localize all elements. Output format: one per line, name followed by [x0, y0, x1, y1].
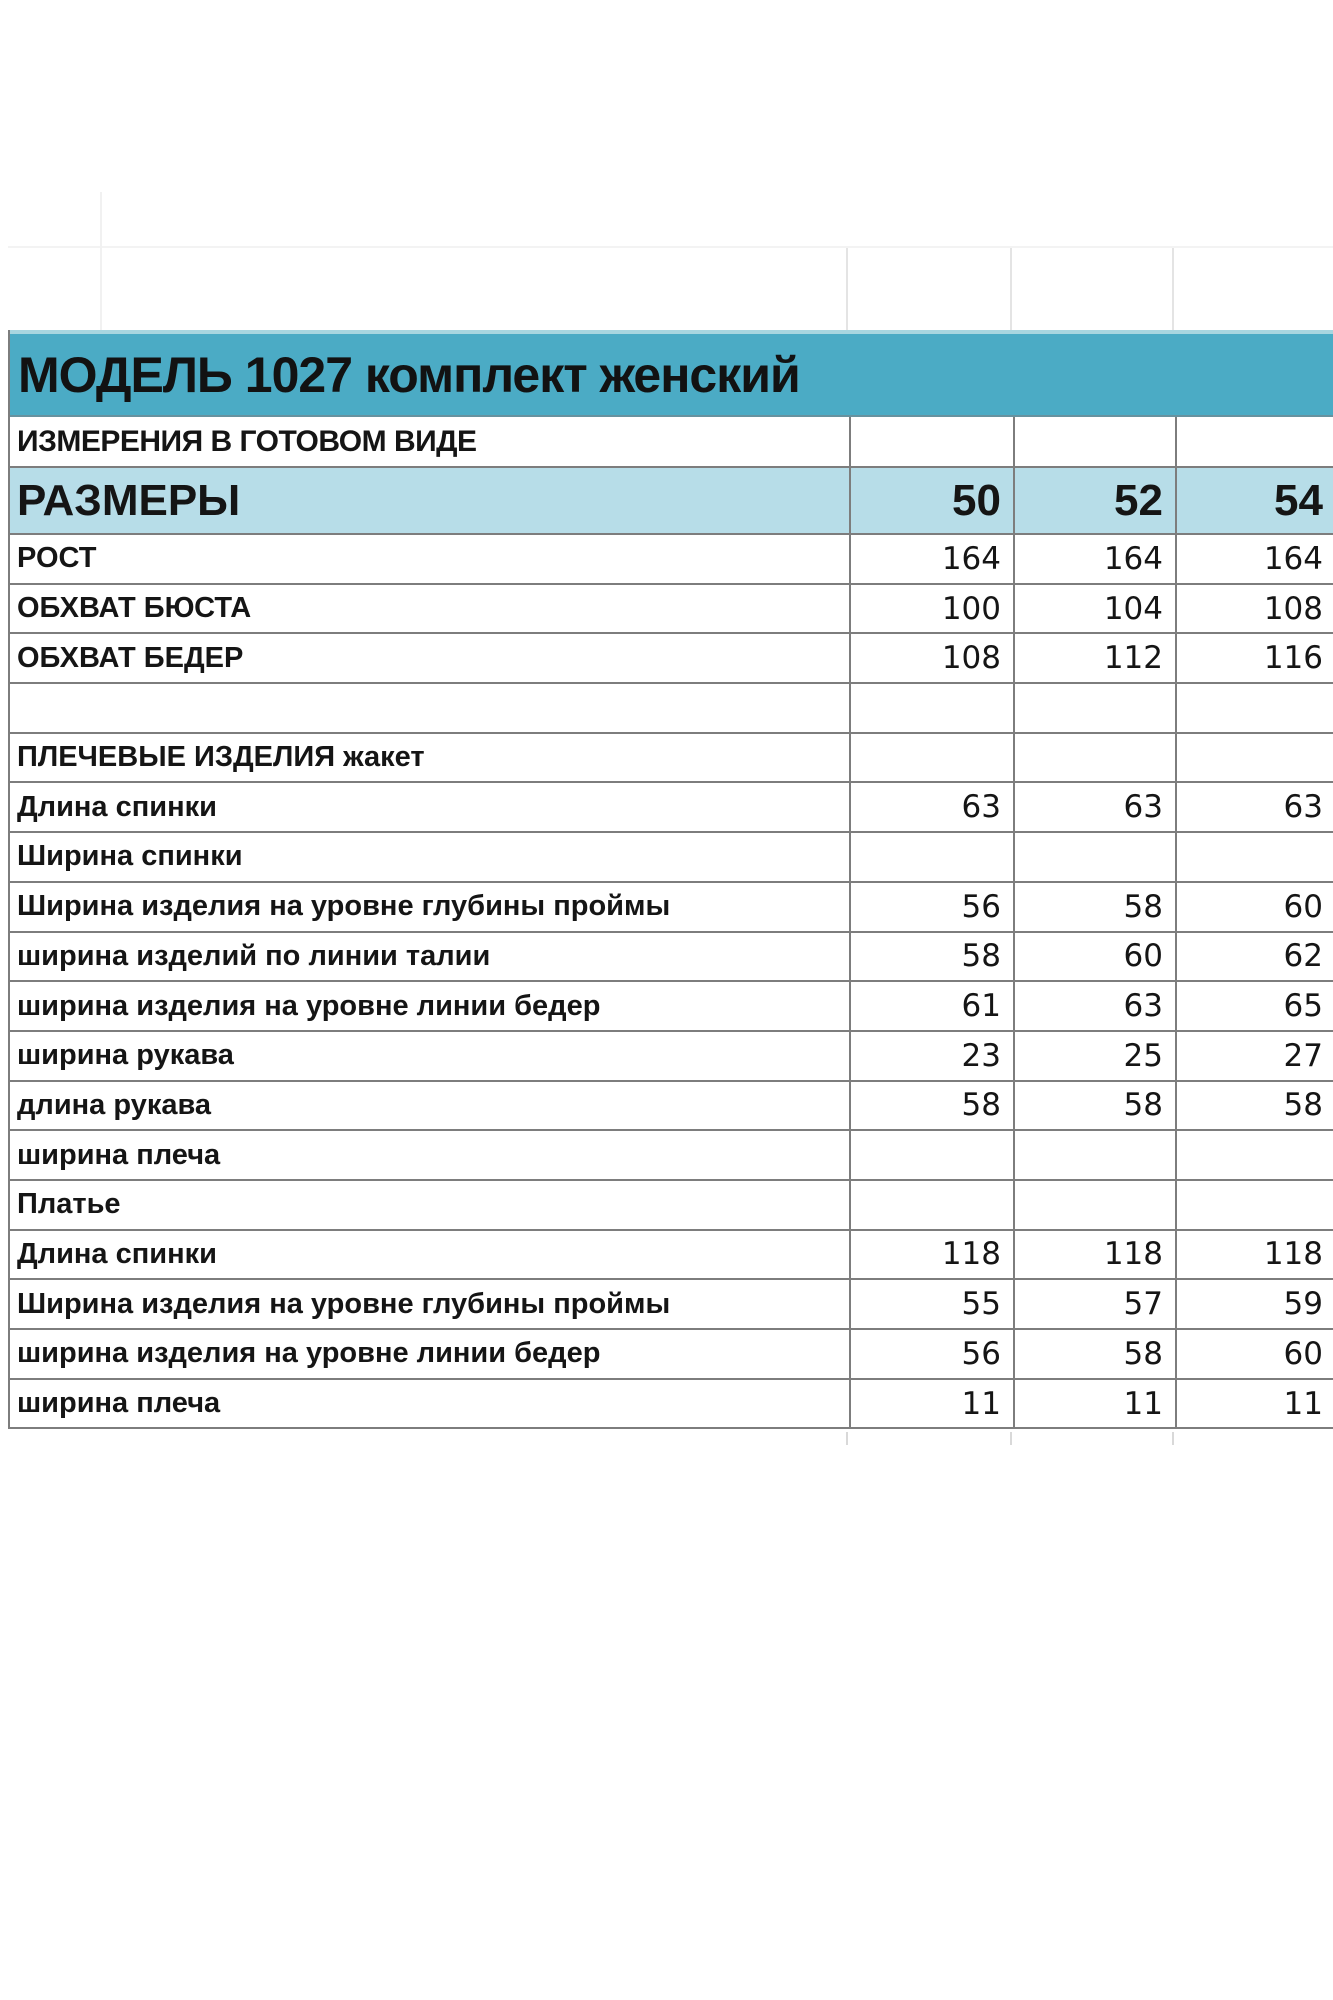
row-label — [10, 684, 849, 732]
row-value-size-52 — [1013, 1131, 1175, 1179]
gridline-remnant — [846, 1432, 848, 1445]
table-row — [10, 1082, 1333, 1132]
row-value-size-54: 58 — [1175, 1082, 1333, 1130]
row-label: ширина рукава — [17, 1039, 234, 1072]
table-subtitle-row — [10, 417, 1333, 468]
row-value-size-52 — [1013, 833, 1175, 881]
table-row — [10, 1231, 1333, 1281]
row-label: Платье — [17, 1188, 121, 1221]
row-value-size-54 — [1175, 734, 1333, 782]
row-label: ширина изделий по линии талии — [17, 939, 491, 972]
row-value-size-52: 25 — [1013, 1032, 1175, 1080]
row-value-size-52: 58 — [1013, 1330, 1175, 1378]
row-value-size-50 — [849, 684, 1013, 732]
table-row — [10, 684, 1333, 734]
gridline-remnant — [1010, 1432, 1012, 1445]
row-value-size-52: 57 — [1013, 1280, 1175, 1328]
row-value-size-50: 56 — [849, 883, 1013, 931]
size-column-header: 50 — [849, 468, 1013, 533]
table-subtitle: ИЗМЕРЕНИЯ В ГОТОВОМ ВИДЕ — [17, 424, 477, 458]
row-value-size-54: 116 — [1175, 634, 1333, 682]
row-value-size-50: 23 — [849, 1032, 1013, 1080]
table-row — [10, 1330, 1333, 1380]
size-column-header: 52 — [1013, 468, 1175, 533]
table-row — [10, 1131, 1333, 1181]
gridline-remnant — [1172, 1432, 1174, 1445]
row-value-size-52: 164 — [1013, 535, 1175, 583]
row-value-size-50: 61 — [849, 982, 1013, 1030]
row-value-size-50: 11 — [849, 1380, 1013, 1428]
row-value-size-50: 118 — [849, 1231, 1013, 1279]
row-value-size-54: 59 — [1175, 1280, 1333, 1328]
row-value-size-54 — [1175, 684, 1333, 732]
row-label: Ширина спинки — [17, 840, 243, 873]
row-value-size-52: 60 — [1013, 933, 1175, 981]
row-label: РОСТ — [17, 542, 97, 575]
size-column-header: 54 — [1175, 468, 1333, 533]
gridline-remnant — [8, 246, 1333, 248]
sizes-label: РАЗМЕРЫ — [10, 468, 849, 533]
row-label: ПЛЕЧЕВЫЕ ИЗДЕЛИЯ жакет — [17, 741, 425, 774]
table-title: МОДЕЛЬ 1027 комплект женский — [18, 346, 800, 403]
row-value-size-52 — [1013, 734, 1175, 782]
row-value-size-54: 60 — [1175, 883, 1333, 931]
gridline-remnant — [100, 192, 102, 330]
row-value-size-50: 58 — [849, 933, 1013, 981]
row-value-size-54: 164 — [1175, 535, 1333, 583]
table-row — [10, 1032, 1333, 1082]
row-label: ширина изделия на уровне линии бедер — [17, 1337, 601, 1370]
table-row — [10, 982, 1333, 1032]
row-value-size-52: 112 — [1013, 634, 1175, 682]
row-value-size-50: 58 — [849, 1082, 1013, 1130]
gridline-remnant — [1010, 248, 1012, 330]
gridline-remnant — [846, 248, 848, 330]
table-row — [10, 535, 1333, 585]
row-value-size-50: 164 — [849, 535, 1013, 583]
row-value-size-54: 60 — [1175, 1330, 1333, 1378]
row-value-size-54 — [1175, 833, 1333, 881]
row-value-size-50: 100 — [849, 585, 1013, 633]
sizes-header-row — [10, 468, 1333, 535]
row-label: Длина спинки — [17, 1237, 217, 1270]
row-value-size-54 — [1175, 1131, 1333, 1179]
row-label: ОБХВАТ БЕДЕР — [17, 641, 244, 674]
gridline-remnant — [1172, 248, 1174, 330]
row-value-size-54: 11 — [1175, 1380, 1333, 1428]
row-label: ширина плеча — [17, 1387, 221, 1420]
row-value-size-52: 11 — [1013, 1380, 1175, 1428]
table-body — [10, 535, 1333, 1429]
row-value-size-50: 63 — [849, 783, 1013, 831]
empty-cell — [1013, 417, 1175, 466]
table-row — [10, 933, 1333, 983]
table-row — [10, 883, 1333, 933]
row-value-size-54: 27 — [1175, 1032, 1333, 1080]
table-row — [10, 1181, 1333, 1231]
row-value-size-50: 108 — [849, 634, 1013, 682]
row-label: ОБХВАТ БЮСТА — [17, 592, 252, 625]
row-value-size-50 — [849, 833, 1013, 881]
row-value-size-50 — [849, 734, 1013, 782]
row-value-size-52 — [1013, 684, 1175, 732]
empty-cell — [1175, 417, 1333, 466]
row-value-size-50: 55 — [849, 1280, 1013, 1328]
row-value-size-52 — [1013, 1181, 1175, 1229]
row-value-size-52: 58 — [1013, 1082, 1175, 1130]
row-label: ширина изделия на уровне линии бедер — [17, 989, 601, 1022]
table-title-row — [10, 330, 1333, 417]
row-value-size-54: 63 — [1175, 783, 1333, 831]
row-label: Ширина изделия на уровне глубины проймы — [17, 890, 671, 923]
row-value-size-54: 62 — [1175, 933, 1333, 981]
table-row — [10, 585, 1333, 635]
row-value-size-52: 63 — [1013, 982, 1175, 1030]
table-row — [10, 1280, 1333, 1330]
row-value-size-52: 63 — [1013, 783, 1175, 831]
table-row — [10, 1380, 1333, 1430]
row-label: Ширина изделия на уровне глубины проймы — [17, 1287, 671, 1320]
table-row — [10, 634, 1333, 684]
table-row — [10, 783, 1333, 833]
table-row — [10, 734, 1333, 784]
row-value-size-50 — [849, 1131, 1013, 1179]
row-value-size-52: 58 — [1013, 883, 1175, 931]
row-value-size-52: 118 — [1013, 1231, 1175, 1279]
row-value-size-54: 108 — [1175, 585, 1333, 633]
table-row — [10, 833, 1333, 883]
empty-cell — [849, 417, 1013, 466]
row-label: Длина спинки — [17, 790, 217, 823]
row-label: длина рукава — [17, 1088, 212, 1121]
row-value-size-54: 118 — [1175, 1231, 1333, 1279]
row-value-size-50: 56 — [849, 1330, 1013, 1378]
row-value-size-54: 65 — [1175, 982, 1333, 1030]
row-value-size-50 — [849, 1181, 1013, 1229]
row-value-size-52: 104 — [1013, 585, 1175, 633]
row-label: ширина плеча — [17, 1138, 221, 1171]
size-chart-table — [8, 330, 1333, 1429]
row-value-size-54 — [1175, 1181, 1333, 1229]
